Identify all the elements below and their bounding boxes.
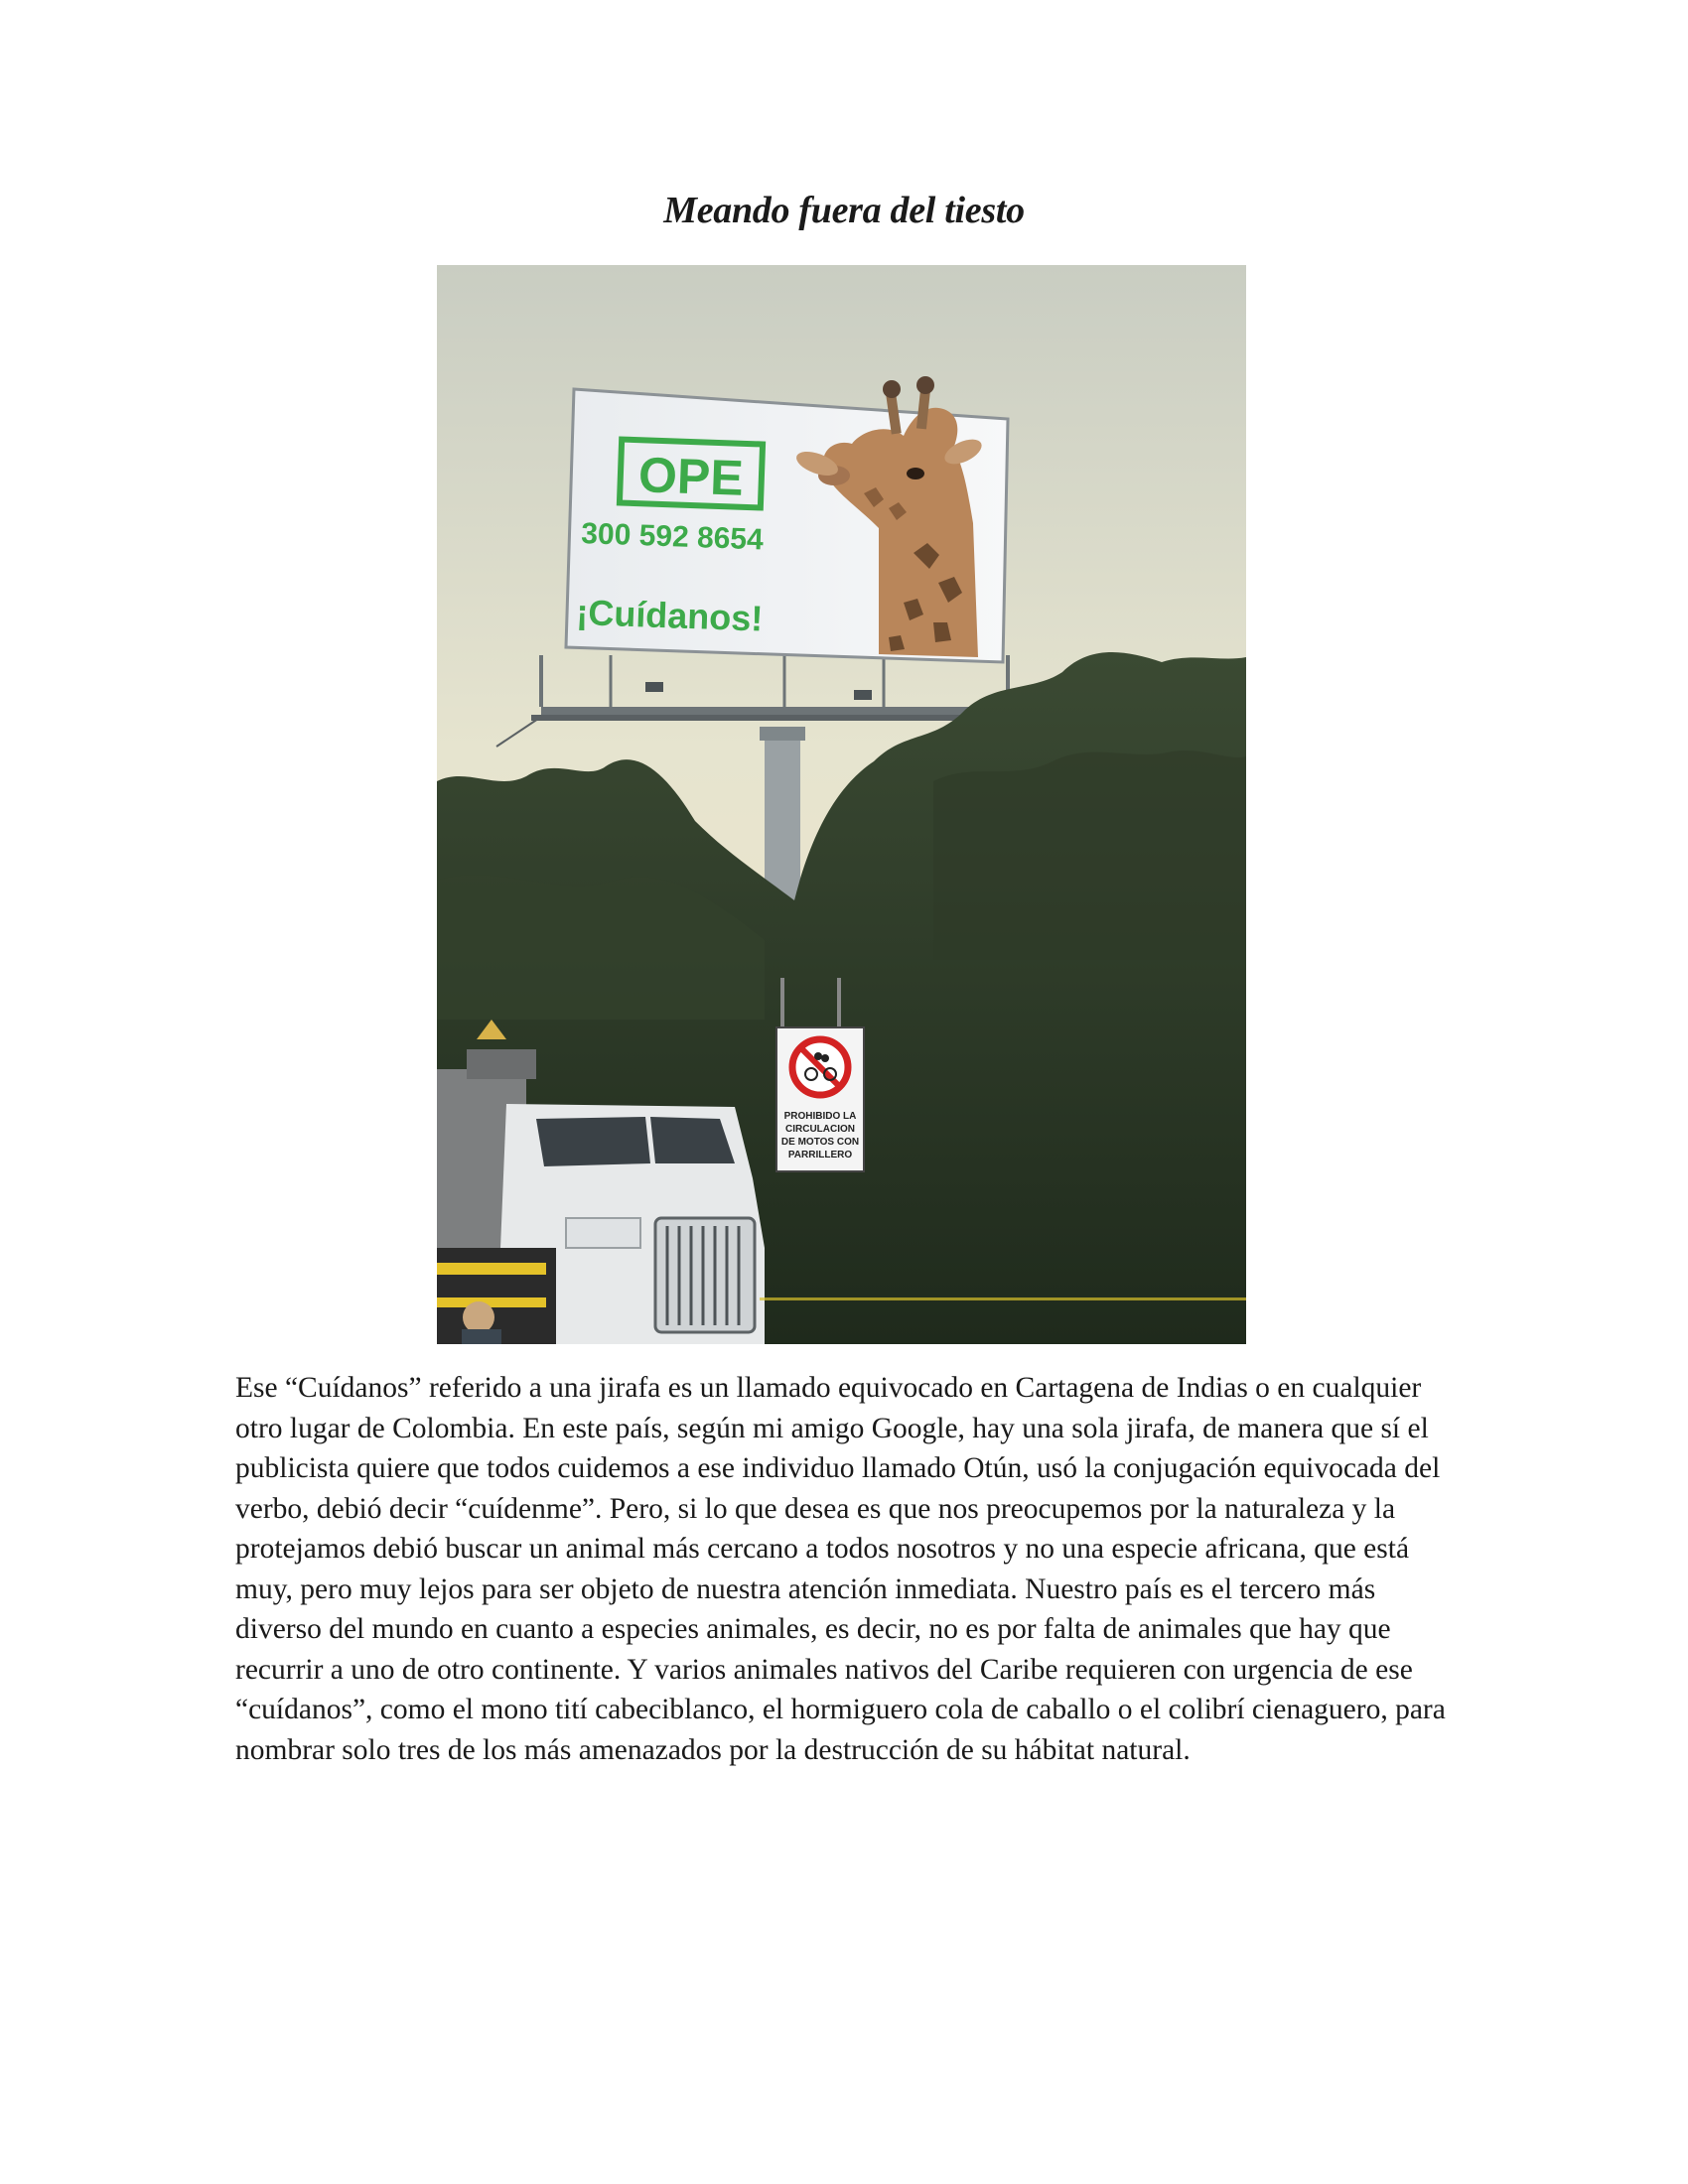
svg-text:PROHIBIDO LA: PROHIBIDO LA [783,1111,857,1122]
logo-text: OPE [637,447,745,506]
billboard-photo [437,265,1246,1344]
svg-text:CIRCULACION: CIRCULACION [785,1124,855,1135]
body-paragraph: Ese “Cuídanos” referido a una jirafa es un llamado equivocado en Cartagena de Indias o en cualquier otro lugar de Colombia. En este país, según mi amigo Google, hay una sola jirafa, de manera que sí el publicista quiere que todos cuidemos a ese individuo llamado Otún, usó la conjugación equivocada del verbo, debió decir “cuídenme”. Pero, si lo que desea es que nos preocupemos por la naturaleza y la protejamos debió buscar un animal más cercano a todos nosotros y no una especie africana, que está muy, pero muy lejos para ser objeto de nuestra atención inmediata. Nuestro país es el tercero más diverso del mundo en cuanto a especies animales, es decir, no es por falta de animales que hay que recurrir a uno de otro continente. Y varios animales nativos del Caribe requieren con urgencia de ese “cuídanos”, como el mono tití cabeciblanco, el hormiguero cola de caballo o el colibrí cienaguero, para nombrar solo tres de los más amenazados por la destrucción de su hábitat natural. [235,1372,1446,1766]
billboard-slogan: ¡Cuídanos! [575,592,765,639]
billboard-phone: 300 592 8654 [580,517,765,557]
page-title: Meando fuera del tiesto [663,190,1025,231]
svg-text:PARRILLERO: PARRILLERO [787,1150,853,1160]
svg-text:DE MOTOS CON: DE MOTOS CON [780,1137,860,1148]
ope-logo [620,440,763,508]
